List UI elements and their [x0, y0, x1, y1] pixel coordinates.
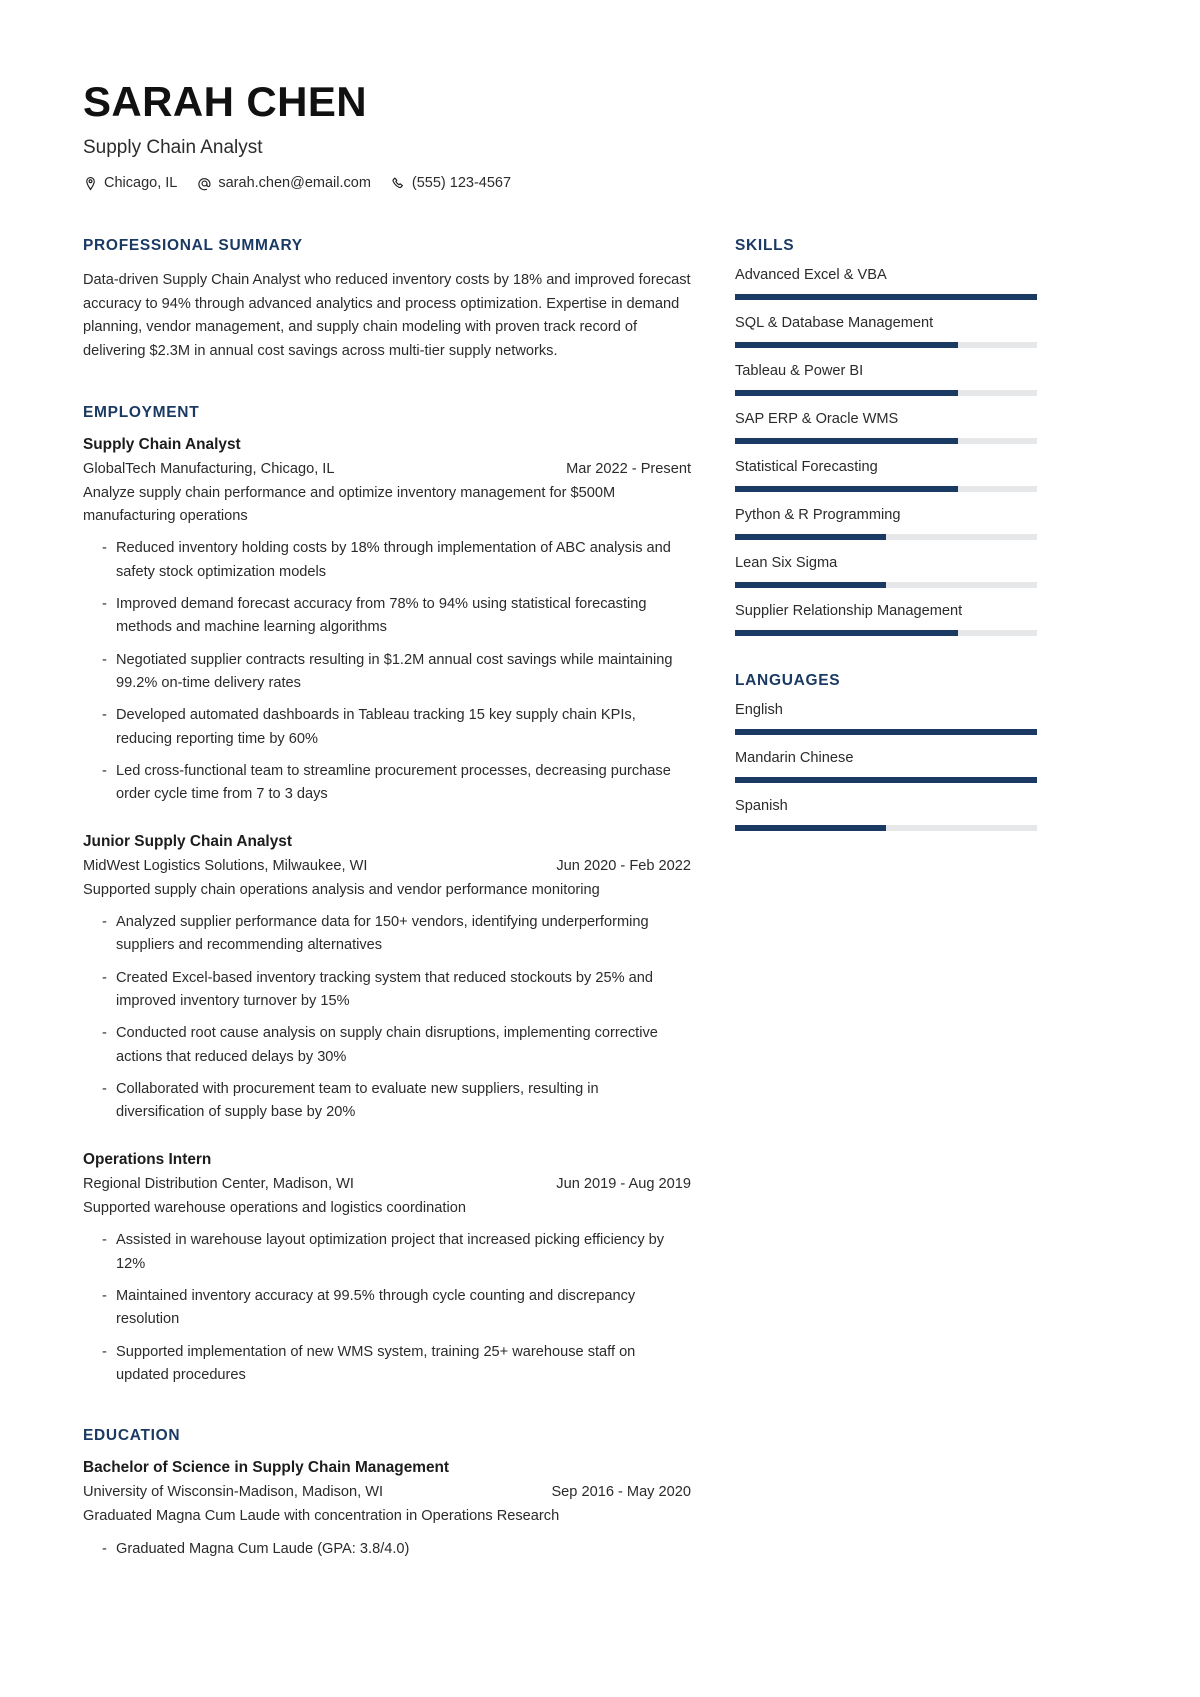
skill-item-label: Tableau & Power BI — [735, 362, 864, 379]
bullet-item: - Negotiated supplier contracts resulting in $1.2M annual cost savings while maintaining 99.2% on-time delivery rates — [83, 649, 691, 696]
skill-item — [735, 266, 1045, 300]
bullet-item: - Created Excel-based inventory tracking system that reduced stockouts by 25% and improved inventory turnover by 15% — [83, 967, 691, 1014]
resume-body — [83, 237, 1117, 1601]
section-skills — [735, 237, 1045, 636]
summary-text: Data-driven Supply Chain Analyst who reduced inventory costs by 18% and improved forecast accuracy to 94% through advanced analytics and process optimization. Expertise in demand planning, vendor management, and supply chain modeling with proven track record of delivering $2.3M in annual cost savings across multi-tier supply networks. — [83, 272, 691, 359]
language-item-track — [735, 777, 1037, 783]
bullet-item: - Conducted root cause analysis on supply chain disruptions, implementing corrective actions that reduced delays by 30% — [83, 1022, 691, 1069]
skill-item — [735, 458, 1045, 492]
sidebar-column — [735, 237, 1045, 867]
job-dates: Jun 2019 - Aug 2019 — [556, 1175, 691, 1192]
skill-item-fill — [735, 582, 886, 588]
language-item-fill — [735, 729, 1037, 735]
language-item-track — [735, 825, 1037, 831]
skill-item — [735, 554, 1045, 588]
language-item — [735, 701, 1045, 735]
job-dates: Mar 2022 - Present — [566, 460, 691, 477]
employment-entry — [83, 436, 691, 807]
job-meta — [83, 461, 691, 477]
contact-row — [83, 175, 1117, 191]
location-pin-icon — [83, 176, 98, 191]
section-languages — [735, 672, 1045, 831]
bullet-item: - Supported implementation of new WMS system, training 25+ warehouse staff on updated procedures — [83, 1341, 691, 1388]
language-item — [735, 749, 1045, 783]
education-list — [83, 1459, 691, 1561]
contact-email[interactable] — [197, 175, 371, 191]
bullet-list — [83, 911, 691, 1125]
skill-item-label: Statistical Forecasting — [735, 458, 878, 475]
skill-item-fill — [735, 294, 1037, 300]
bullet-item: - Assisted in warehouse layout optimization project that increased picking efficiency by 12% — [83, 1229, 691, 1276]
job-title: Supply Chain Analyst — [83, 435, 241, 453]
main-column — [83, 237, 691, 1601]
bullet-item: - Improved demand forecast accuracy from 78% to 94% using statistical forecasting methods and machine learning algorithms — [83, 593, 691, 640]
job-title: Operations Intern — [83, 1150, 212, 1168]
language-item-label: English — [735, 701, 783, 718]
job-dates: Jun 2020 - Feb 2022 — [556, 857, 691, 874]
skill-item-track — [735, 486, 1037, 492]
contact-phone[interactable] — [391, 175, 511, 191]
bullet-list — [83, 1229, 691, 1387]
candidate-headline: Supply Chain Analyst — [83, 137, 263, 159]
contact-location-text: Chicago, IL — [104, 175, 178, 192]
section-title-skills: SKILLS — [735, 237, 795, 255]
skill-item-label: Python & R Programming — [735, 506, 901, 523]
job-meta — [83, 858, 691, 874]
section-employment — [83, 404, 691, 1388]
skill-item — [735, 314, 1045, 348]
skills-list — [735, 266, 1045, 636]
candidate-name: SARAH CHEN — [83, 78, 368, 125]
bullet-item: - Collaborated with procurement team to evaluate new suppliers, resulting in diversification of supply base by 20% — [83, 1078, 691, 1125]
skill-item-label: Supplier Relationship Management — [735, 602, 963, 619]
resume-header — [83, 78, 1117, 191]
bullet-item: - Graduated Magna Cum Laude (GPA: 3.8/4.0) — [83, 1538, 691, 1561]
skill-item — [735, 362, 1045, 396]
bullet-list — [83, 537, 691, 806]
language-item-fill — [735, 777, 1037, 783]
job-description: Supported warehouse operations and logistics coordination — [83, 1199, 466, 1216]
bullet-item: - Led cross-functional team to streamline procurement processes, decreasing purchase order cycle time from 7 to 3 days — [83, 760, 691, 807]
job-company: Regional Distribution Center, Madison, WI — [83, 1175, 354, 1192]
skill-item-track — [735, 294, 1037, 300]
skill-item-track — [735, 342, 1037, 348]
job-title: Junior Supply Chain Analyst — [83, 832, 292, 850]
language-item-label: Spanish — [735, 797, 788, 814]
skill-item-label: Advanced Excel & VBA — [735, 267, 887, 284]
contact-location — [83, 175, 177, 191]
education-school: University of Wisconsin-Madison, Madison, WI — [83, 1484, 384, 1501]
education-entry — [83, 1459, 691, 1561]
language-item — [735, 797, 1045, 831]
section-professional-summary — [83, 237, 691, 364]
skill-item-label: SQL & Database Management — [735, 315, 934, 331]
skill-item — [735, 506, 1045, 540]
skill-item-fill — [735, 486, 958, 492]
section-education — [83, 1427, 691, 1561]
skill-item-fill — [735, 534, 886, 540]
education-meta — [83, 1484, 691, 1500]
language-item-fill — [735, 825, 886, 831]
contact-email-text: sarah.chen@email.com — [218, 175, 371, 192]
section-title-languages: LANGUAGES — [735, 671, 841, 689]
bullet-list — [83, 1538, 691, 1561]
skill-item-track — [735, 390, 1037, 396]
education-degree: Bachelor of Science in Supply Chain Management — [83, 1459, 450, 1477]
section-title-summary: PROFESSIONAL SUMMARY — [83, 237, 303, 255]
job-company: GlobalTech Manufacturing, Chicago, IL — [83, 460, 335, 477]
skill-item — [735, 410, 1045, 444]
skill-item-track — [735, 582, 1037, 588]
skill-item-fill — [735, 390, 958, 396]
job-company: MidWest Logistics Solutions, Milwaukee, WI — [83, 857, 368, 874]
bullet-item: - Maintained inventory accuracy at 99.5% through cycle counting and discrepancy resolution — [83, 1285, 691, 1332]
languages-list — [735, 701, 1045, 831]
language-item-label: Mandarin Chinese — [735, 749, 854, 766]
skill-item-fill — [735, 438, 958, 444]
bullet-item: - Reduced inventory holding costs by 18% through implementation of ABC analysis and safety stock optimization models — [83, 537, 691, 584]
skill-item-fill — [735, 630, 958, 636]
skill-item-track — [735, 534, 1037, 540]
job-description: Supported supply chain operations analysis and vendor performance monitoring — [83, 881, 600, 898]
phone-icon — [391, 176, 406, 191]
skill-item-label: Lean Six Sigma — [735, 554, 838, 571]
employment-entry — [83, 1151, 691, 1387]
bullet-item: - Developed automated dashboards in Tableau tracking 15 key supply chain KPIs, reducing reporting time by 60% — [83, 704, 691, 751]
section-title-employment: EMPLOYMENT — [83, 403, 200, 421]
skill-item — [735, 602, 1045, 636]
email-at-icon — [197, 176, 212, 191]
language-item-track — [735, 729, 1037, 735]
skill-item-track — [735, 438, 1037, 444]
employment-list — [83, 436, 691, 1388]
skill-item-track — [735, 630, 1037, 636]
education-dates: Sep 2016 - May 2020 — [551, 1484, 691, 1501]
skill-item-label: SAP ERP & Oracle WMS — [735, 410, 899, 427]
skill-item-fill — [735, 342, 958, 348]
employment-entry — [83, 833, 691, 1125]
job-meta — [83, 1176, 691, 1192]
education-description: Graduated Magna Cum Laude with concentration in Operations Research — [83, 1508, 560, 1525]
section-title-education: EDUCATION — [83, 1427, 181, 1445]
bullet-item: - Analyzed supplier performance data for 150+ vendors, identifying underperforming suppliers and recommending alternatives — [83, 911, 691, 958]
job-description: Analyze supply chain performance and optimize inventory management for $500M manufacturing operations — [83, 484, 616, 524]
contact-phone-text: (555) 123-4567 — [411, 175, 512, 192]
